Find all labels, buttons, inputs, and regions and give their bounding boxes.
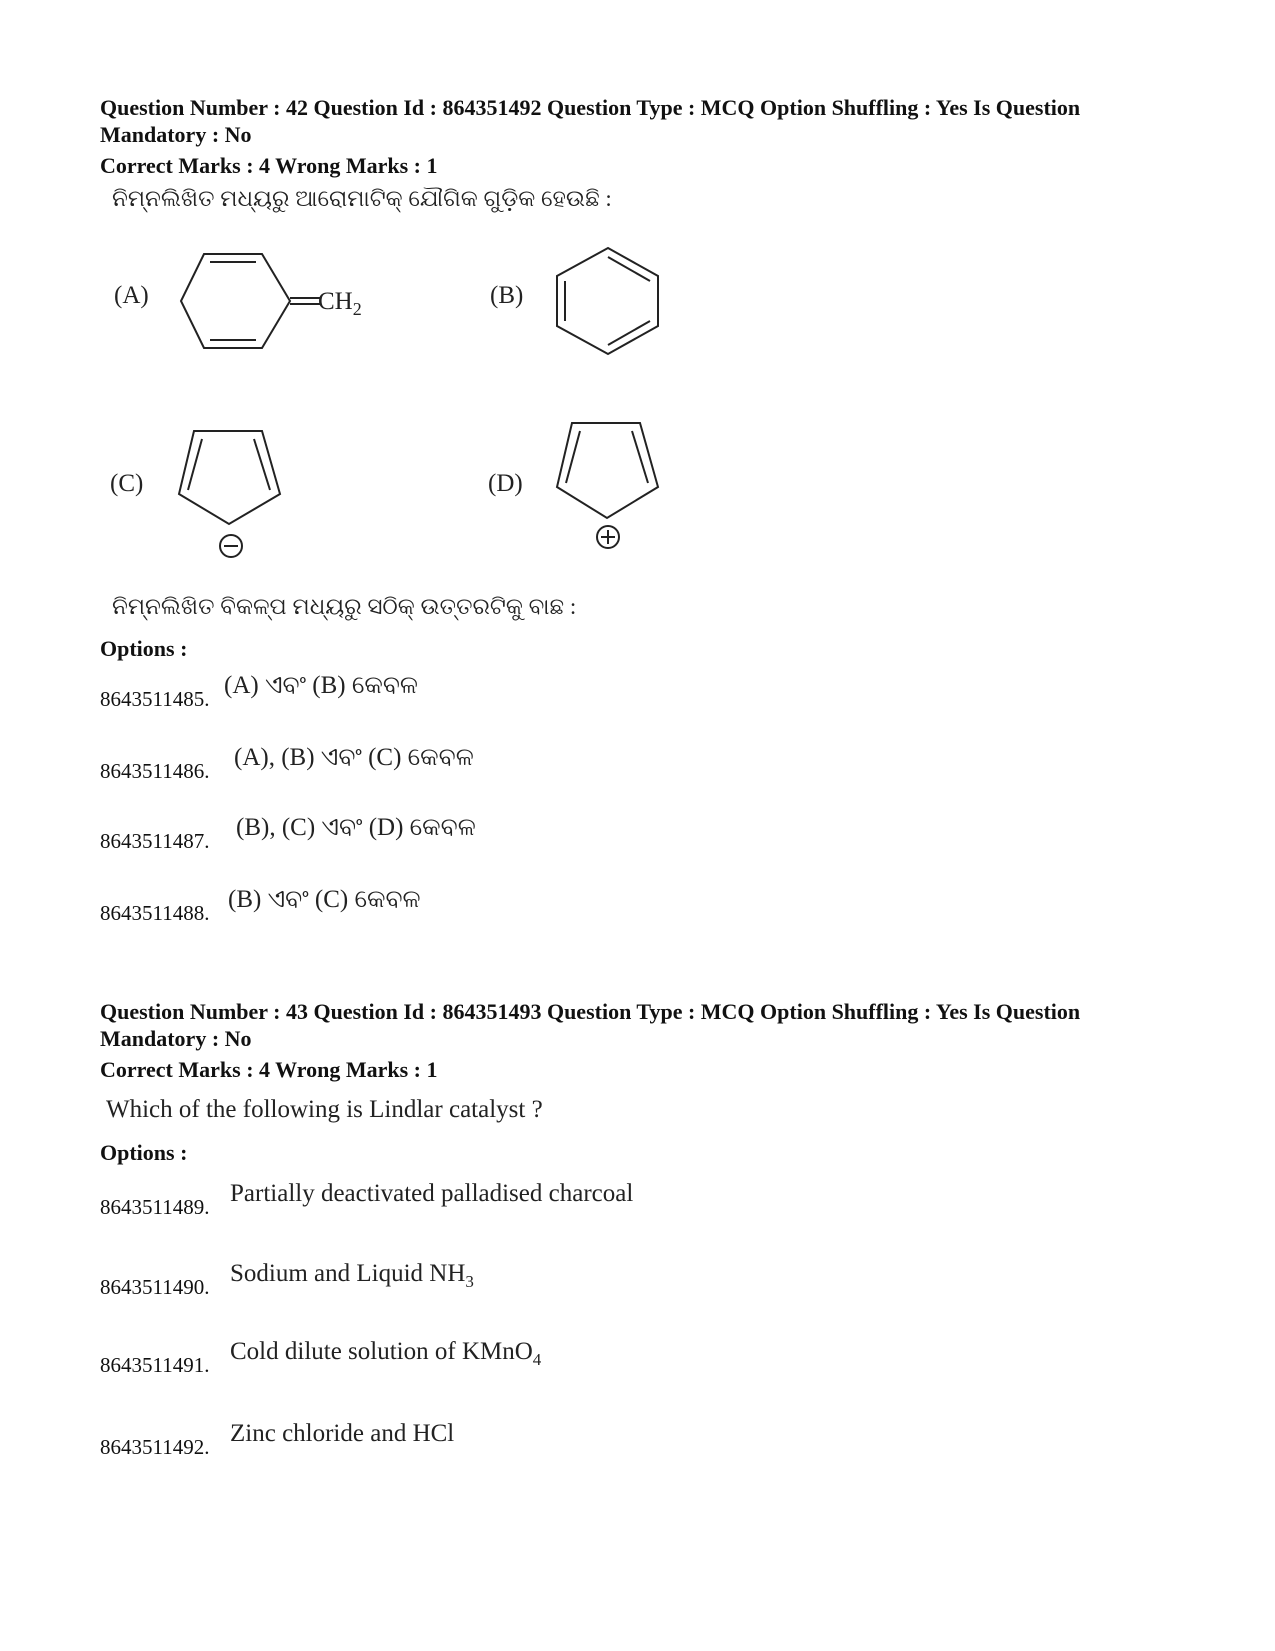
option-id: 8643511485.	[100, 687, 210, 711]
option-id: 8643511486.	[100, 759, 210, 783]
q43-option[interactable]	[100, 1260, 900, 1300]
option-id: 8643511491.	[100, 1353, 210, 1377]
structure-b-molecule	[550, 244, 668, 358]
option-id: 8643511487.	[100, 829, 210, 853]
option-text: (B), (C) ଏବଂ (D) କେବଳ	[236, 814, 476, 841]
q42-prompt: ନିମ୍ନଲିଖିତ ମଧ୍ୟରୁ ଆରୋମାଟିକ୍ ଯୌଗିକ ଗୁଡ଼ିକ ହେଉଛି :	[112, 186, 612, 211]
option-text: (A), (B) ଏବଂ (C) କେବଳ	[234, 744, 474, 771]
structure-b-label: (B)	[490, 282, 524, 309]
q42-header	[100, 94, 1190, 148]
q42-options-label: Options :	[100, 636, 188, 661]
q43-option[interactable]	[100, 1338, 900, 1378]
option-text-subscript: 4	[532, 1350, 542, 1369]
q42-marks: Correct Marks : 4 Wrong Marks : 1	[100, 153, 438, 178]
option-text-subscript: 3	[465, 1272, 474, 1291]
q42-option[interactable]	[100, 672, 900, 712]
structure-c-ring	[179, 431, 280, 524]
structure-a-ch2	[318, 288, 362, 320]
option-id: 8643511490.	[100, 1275, 210, 1299]
q42-choose-prompt: ନିମ୍ନଲିଖିତ ବିକଳ୍ପ ମଧ୍ୟରୁ ସଠିକ୍ ଉତ୍ତରଟିକୁ ବାଛ :	[112, 594, 577, 619]
option-text-main: Partially deactivated palladised charcoal	[230, 1180, 634, 1207]
structure-d-ring	[557, 423, 658, 518]
option-text: (B) ଏବଂ (C) କେବଳ	[228, 886, 421, 913]
option-text	[230, 1338, 541, 1370]
structure-a-ring	[181, 254, 290, 348]
option-text	[230, 1260, 474, 1292]
option-text-main: Sodium and Liquid NH	[230, 1260, 466, 1287]
q42-option[interactable]	[100, 886, 900, 926]
option-text	[230, 1420, 454, 1452]
structure-d-label: (D)	[488, 470, 523, 497]
q43-option[interactable]	[100, 1420, 900, 1460]
structure-c-molecule	[172, 422, 290, 564]
option-text: (A) ଏବଂ (B) କେବଳ	[224, 672, 418, 699]
structure-a-molecule	[176, 248, 406, 360]
option-id: 8643511489.	[100, 1195, 210, 1219]
structure-c-double-bond-right	[254, 439, 270, 490]
option-id: 8643511492.	[100, 1435, 210, 1459]
structure-b-ring	[557, 248, 658, 354]
q43-header-line1: Question Number : 43 Question Id : 864351493 Question Type : MCQ Option Shuffling : Yes Is Question	[100, 999, 1081, 1024]
option-id: 8643511488.	[100, 901, 210, 925]
q43-option[interactable]	[100, 1180, 900, 1220]
q43-header	[100, 998, 1190, 1052]
q42-header-line2: Mandatory : No	[100, 122, 252, 147]
structure-d-double-bond-right	[632, 431, 648, 483]
q42-option[interactable]	[100, 744, 900, 784]
q42-option[interactable]	[100, 814, 900, 854]
option-text-main: Cold dilute solution of KMnO	[230, 1338, 533, 1365]
structure-a-label: (A)	[114, 282, 149, 309]
structure-d-molecule	[550, 415, 668, 557]
q43-header-line2: Mandatory : No	[100, 1026, 252, 1051]
q43-prompt: Which of the following is Lindlar catalyst ?	[106, 1096, 543, 1123]
option-text-main: Zinc chloride and HCl	[230, 1420, 455, 1447]
structure-c-label: (C)	[110, 470, 144, 497]
q43-marks: Correct Marks : 4 Wrong Marks : 1	[100, 1057, 438, 1082]
structure-a-ch2-subscript: 2	[352, 299, 362, 319]
structure-a-ch: CH	[318, 288, 353, 315]
q43-options-label: Options :	[100, 1140, 188, 1165]
q42-header-line1: Question Number : 42 Question Id : 864351492 Question Type : MCQ Option Shuffling : Yes Is Question	[100, 95, 1081, 120]
option-text	[230, 1180, 633, 1212]
